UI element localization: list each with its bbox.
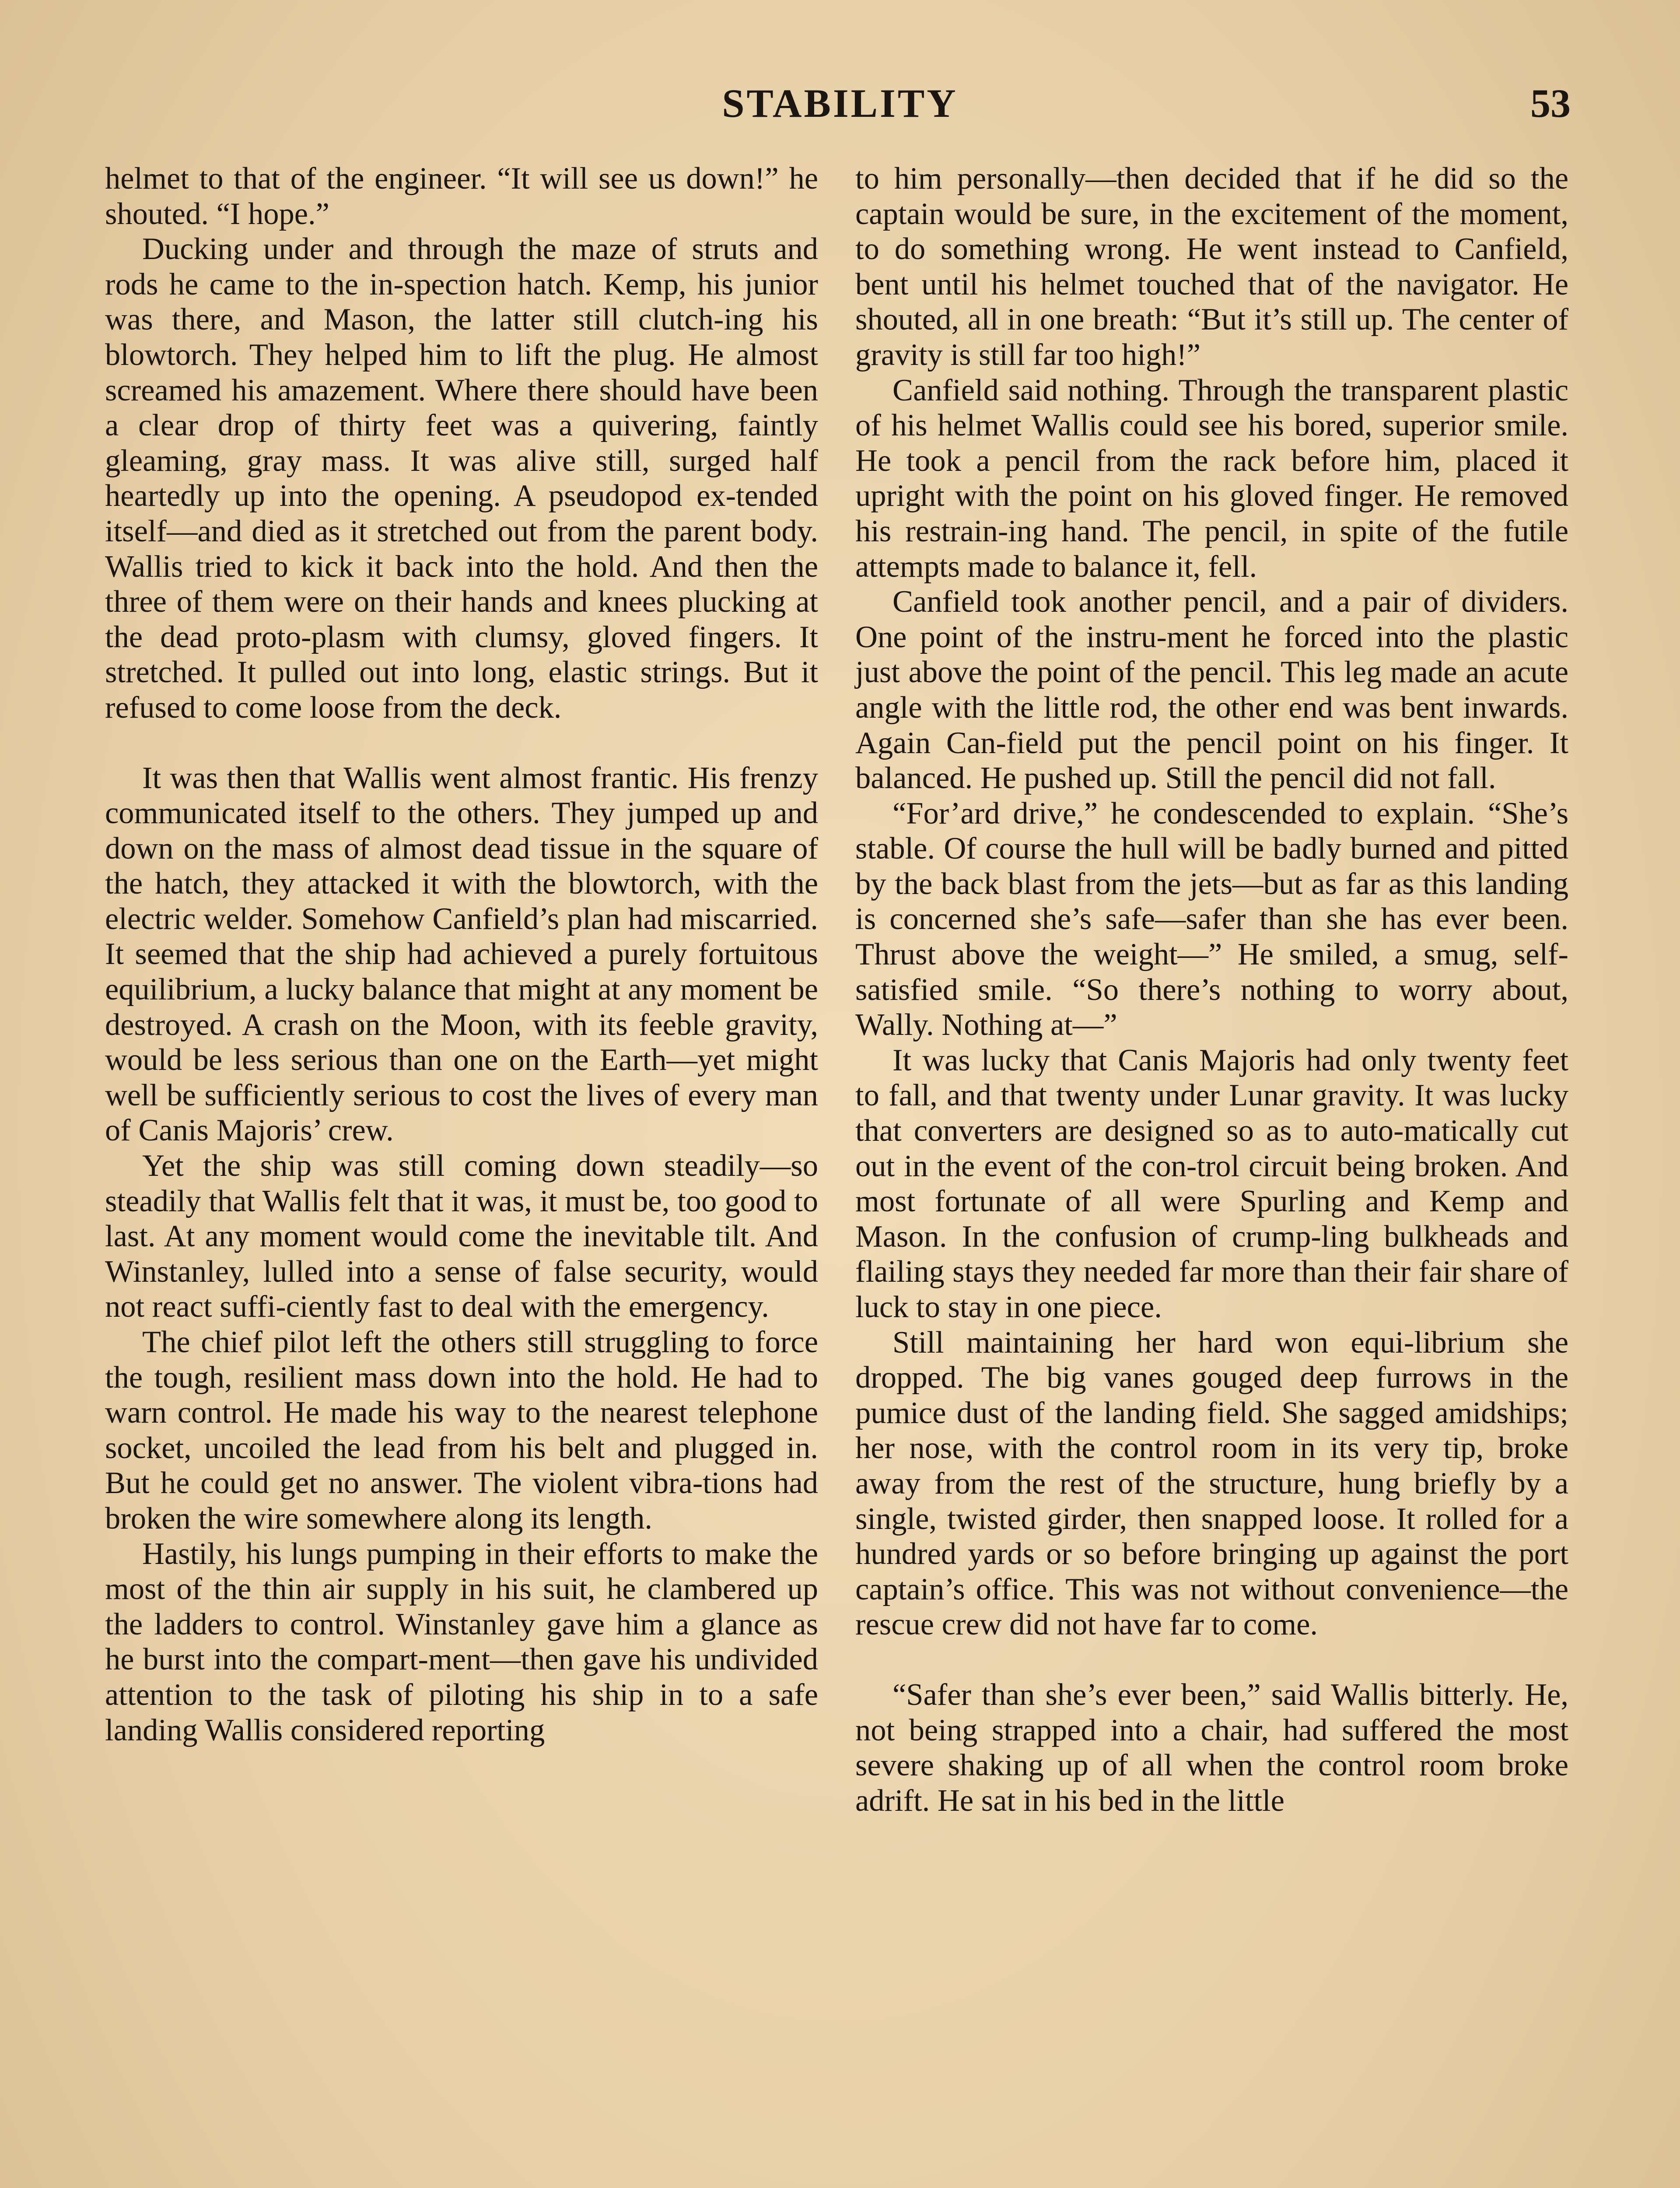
paragraph: Ducking under and through the maze of struts and rods he came to the in-spection hatch. Kemp, his junior was there, and Mason, the latter still clutch-ing his blowtorch. They helped him to lift the plug. He almost screamed his amazement. Where there should have been a clear drop of thirty feet was a quivering, faintly gleaming, gray mass. It was alive still, surged half heartedly up into the opening. A pseudopod ex-tended itself—and died as it stretched out from the parent body. Wallis tried to kick it back into the hold. And then the three of them were on their hands and knees plucking at the dead proto-plasm with clumsy, gloved fingers. It stretched. It pulled out into long, elastic strings. But it refused to come loose from the deck. [105,232,818,725]
paragraph: It was lucky that Canis Majoris had only twenty feet to fall, and that twenty under Lunar gravity. It was lucky that converters are designed so as to auto-matically cut out in the event of the con-trol circuit being broken. And most fortunate of all were Spurling and Kemp and Mason. In the confusion of crump-ling bulkheads and flailing stays they needed far more than their fair share of luck to stay in one piece. [855,1043,1568,1324]
paragraph: Yet the ship was still coming down steadily—so steadily that Wallis felt that it was, it must be, too good to last. At any moment would come the inevitable tilt. And Winstanley, lulled into a sense of false security, would not react suffi-ciently fast to deal with the emergency. [105,1149,818,1324]
paragraph: “Safer than she’s ever been,” said Wallis bitterly. He, not being strapped into a chair, had suffered the most severe shaking up of all when the control room broke adrift. He sat in his bed in the little [855,1677,1568,1818]
page-number: 53 [1530,81,1571,126]
right-column [855,161,1568,1818]
paragraph: to him personally—then decided that if he did so the captain would be sure, in the excitement of the moment, to do something wrong. He went instead to Canfield, bent until his helmet touched that of the navigator. He shouted, all in one breath: “But it’s still up. The center of gravity is still far too high!” [855,161,1568,372]
paragraph: The chief pilot left the others still struggling to force the tough, resilient mass down into the hold. He had to warn control. He made his way to the nearest telephone socket, uncoiled the lead from his belt and plugged in. But he could get no answer. The violent vibra-tions had broken the wire somewhere along its length. [105,1325,818,1536]
paragraph: Still maintaining her hard won equi-librium she dropped. The big vanes gouged deep furrows in the pumice dust of the landing field. She sagged amidships; her nose, with the control room in its very tip, broke away from the rest of the structure, hung briefly by a single, twisted girder, then snapped loose. It rolled for a hundred yards or so before bringing up against the port captain’s office. This was not without convenience—the rescue crew did not have far to come. [855,1325,1568,1642]
left-column [105,161,818,1748]
paragraph: Canfield took another pencil, and a pair of dividers. One point of the instru-ment he forced into the plastic just above the point of the pencil. This leg made an acute angle with the little rod, the other end was bent inwards. Again Can-field put the pencil point on his finger. It balanced. He pushed up. Still the pencil did not fall. [855,585,1568,796]
paragraph: It was then that Wallis went almost frantic. His frenzy communicated itself to the others. They jumped up and down on the mass of almost dead tissue in the square of the hatch, they attacked it with the blowtorch, with the electric welder. Somehow Canfield’s plan had miscarried. It seemed that the ship had achieved a purely fortuitous equilibrium, a lucky balance that might at any moment be destroyed. A crash on the Moon, with its feeble gravity, would be less serious than one on the Earth—yet might well be sufficiently serious to cost the lives of every man of Canis Majoris’ crew. [105,761,818,1148]
paragraph: helmet to that of the engineer. “It will see us down!” he shouted. “I hope.” [105,161,818,231]
running-title: STABILITY [722,81,958,126]
paragraph: Canfield said nothing. Through the transparent plastic of his helmet Wallis could see his bored, superior smile. He took a pencil from the rack before him, placed it upright with the point on his gloved finger. He removed his restrain-ing hand. The pencil, in spite of the futile attempts made to balance it, fell. [855,373,1568,584]
paragraph: “For’ard drive,” he condescended to explain. “She’s stable. Of course the hull will be badly burned and pitted by the back blast from the jets—but as far as this landing is concerned she’s safe—safer than she has ever been. Thrust above the weight—” He smiled, a smug, self-satisfied smile. “So there’s nothing to worry about, Wally. Nothing at—” [855,796,1568,1042]
paragraph: Hastily, his lungs pumping in their efforts to make the most of the thin air supply in his suit, he clambered up the ladders to control. Winstanley gave him a glance as he burst into the compart-ment—then gave his undivided attention to the task of piloting his ship in to a safe landing Wallis considered reporting [105,1536,818,1747]
